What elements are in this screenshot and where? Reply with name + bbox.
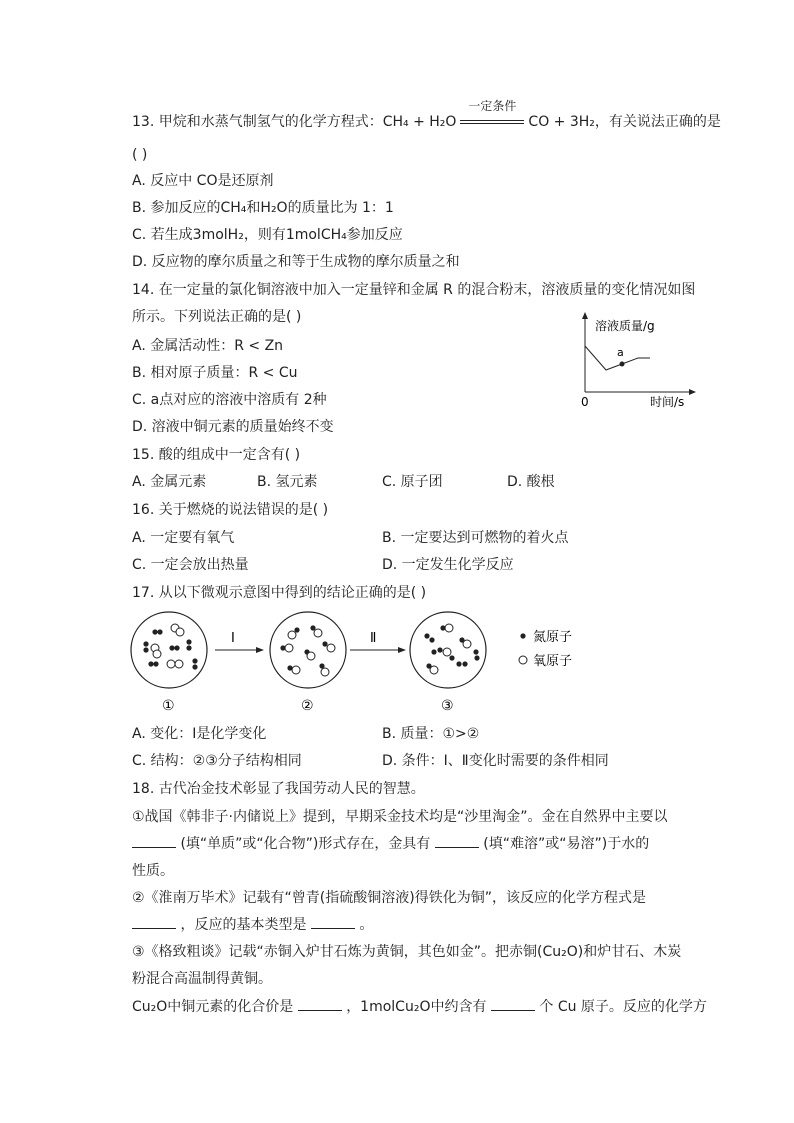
- q14-option-d: D. 溶液中铜元素的质量始终不变: [132, 419, 334, 435]
- q13-stem-part1: 13. 甲烷和水蒸气制氢气的化学方程式：CH₄ + H₂O: [132, 114, 457, 130]
- q18-part3-text-b: ，1molCu₂O中约含有: [346, 999, 487, 1015]
- q13-option-a: A. 反应中 CO是还原剂: [132, 173, 274, 189]
- oxygen-atom-icon: [519, 656, 527, 664]
- q13-option-c: C. 若生成3molH₂，则有1molCH₄参加反应: [132, 227, 403, 243]
- q13-option-d: D. 反应物的摩尔质量之和等于生成物的摩尔质量之和: [132, 254, 460, 270]
- q18-part3-line2: 粉混合高温制得黄铜。: [132, 971, 272, 987]
- arrow-1-head: [256, 647, 264, 653]
- q18-part3-line1: ③《格致粗谈》记载“赤铜入炉甘石炼为黄铜，其色如金”。把赤铜(Cu₂O)和炉甘石、木炭: [132, 944, 682, 960]
- blank-2[interactable]: [435, 835, 479, 848]
- q15-option-b: B. 氢元素: [257, 474, 318, 490]
- x-axis-label: 时间/s: [650, 395, 685, 409]
- q18-part2-line2: [132, 916, 373, 934]
- q13-paren: ( ): [132, 147, 148, 163]
- container-1: [131, 612, 207, 688]
- q14-option-b: B. 相对原子质量：R < Cu: [132, 365, 298, 381]
- origin-label: 0: [581, 395, 589, 409]
- blank-5[interactable]: [298, 998, 342, 1011]
- q18-part2-line1: ②《淮南万毕术》记载有“曾青(指硫酸铜溶液)得铁化为铜”，该反应的化学方程式是: [132, 890, 646, 906]
- q16-stem: 16. 关于燃烧的说法错误的是( ): [132, 502, 329, 518]
- container-1-particles: [143, 624, 197, 670]
- q18-stem: 18. 古代冶金技术彰显了我国劳动人民的智慧。: [132, 781, 425, 797]
- q16-option-d: D. 一定发生化学反应: [382, 557, 514, 573]
- solution-mass-graph: [570, 310, 700, 410]
- blank-3[interactable]: [132, 916, 176, 929]
- q17-option-d: D. 条件：Ⅰ、Ⅱ变化时需要的条件相同: [382, 753, 609, 769]
- q18-part1-text-b: (填“难溶”或“易溶”)于水的: [483, 836, 650, 852]
- q14-option-a: A. 金属活动性：R < Zn: [132, 338, 284, 354]
- blank-6[interactable]: [491, 998, 535, 1011]
- label-3: ③: [441, 698, 454, 714]
- q18-part1-line3: 性质。: [132, 863, 174, 879]
- q13-option-b: B. 参加反应的CH₄和H₂O的质量比为 1：1: [132, 200, 394, 216]
- legend-oxygen: 氧原子: [533, 654, 573, 669]
- x-axis-arrow: [689, 389, 696, 395]
- q17-option-a: A. 变化：Ⅰ是化学变化: [132, 726, 267, 742]
- q18-part1-text-a: (填“单质”或“化合物”)形式存在，金具有: [180, 836, 431, 852]
- condition-line-1: [460, 120, 524, 121]
- label-1: ①: [162, 698, 175, 714]
- q14-stem-line2: 所示。下列说法正确的是( ): [132, 309, 302, 325]
- q15-option-c: C. 原子团: [382, 474, 443, 490]
- condition-line-2: [460, 123, 524, 124]
- q16-option-a: A. 一定要有氧气: [132, 530, 235, 546]
- q16-option-b: B. 一定要达到可燃物的着火点: [382, 530, 569, 546]
- reaction-condition: [460, 99, 524, 126]
- arrow-2-label: Ⅱ: [370, 631, 377, 646]
- microscopic-diagram: [125, 606, 595, 716]
- q13-stem-part2: CO + 3H₂，有关说法正确的是: [528, 114, 721, 130]
- point-a-label: a: [617, 346, 624, 359]
- q18-part1-line2: [132, 835, 649, 853]
- q15-stem: 15. 酸的组成中一定含有( ): [132, 447, 301, 463]
- q17-option-b: B. 质量：①>②: [382, 726, 480, 742]
- blank-1[interactable]: [132, 835, 176, 848]
- q16-option-c: C. 一定会放出热量: [132, 557, 249, 573]
- q18-part1-line1: ①战国《韩非子·内储说上》提到，早期采金技术均是“沙里淘金”。金在自然界中主要以: [132, 809, 668, 825]
- q13-stem: [132, 99, 721, 131]
- blank-4[interactable]: [311, 916, 355, 929]
- q18-part3-line3: [132, 998, 707, 1016]
- nitrogen-atom-icon: [520, 633, 525, 638]
- container-3-particles: [424, 624, 479, 674]
- q18-part3-text-a: Cu₂O中铜元素的化合价是: [132, 999, 294, 1015]
- q18-part3-text-c: 个 Cu 原子。反应的化学方: [539, 999, 707, 1015]
- legend-nitrogen: 氮原子: [533, 630, 573, 645]
- q17-stem: 17. 从以下微观示意图中得到的结论正确的是( ): [132, 585, 427, 601]
- q15-option-d: D. 酸根: [507, 474, 555, 490]
- container-2-particles: [280, 625, 335, 676]
- arrow-1-label: I: [231, 631, 235, 646]
- point-a: [620, 362, 625, 367]
- q17-option-c: C. 结构：②③分子结构相同: [132, 753, 302, 769]
- q15-option-a: A. 金属元素: [132, 474, 207, 490]
- q14-option-c: C. a点对应的溶液中溶质有 2种: [132, 392, 327, 408]
- arrow-2-head: [398, 647, 406, 653]
- q14-stem-line1: 14. 在一定量的氯化铜溶液中加入一定量锌和金属 R 的混合粉末，溶液质量的变化情况如图: [132, 282, 696, 298]
- q18-part2-text-a: ，反应的基本类型是: [180, 917, 307, 933]
- q18-part2-text-b: 。: [359, 917, 374, 933]
- label-2: ②: [301, 698, 314, 714]
- y-axis-label: 溶液质量/g: [595, 319, 655, 333]
- condition-text: 一定条件: [468, 99, 517, 113]
- y-axis-arrow: [582, 312, 588, 319]
